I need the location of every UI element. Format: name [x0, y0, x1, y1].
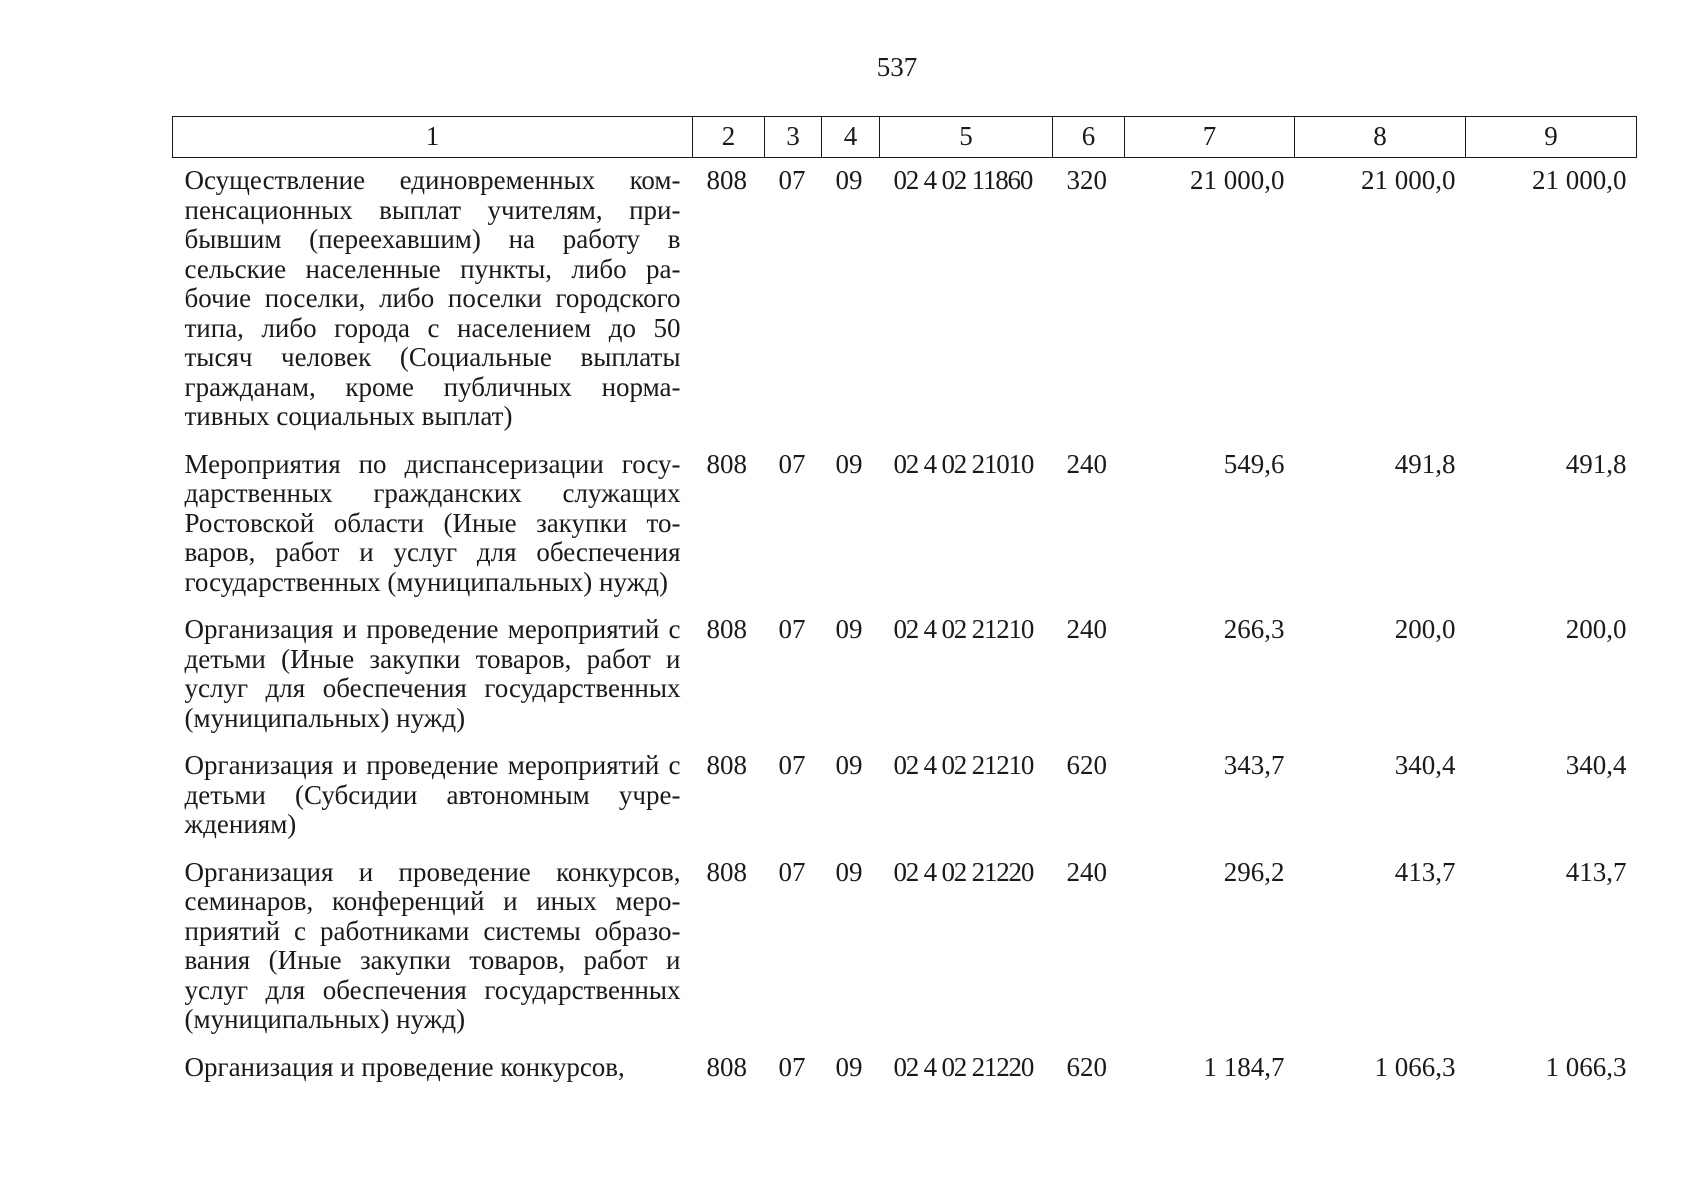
table-row	[173, 1045, 1637, 1093]
expense-type-code: 320	[1066, 165, 1107, 195]
section-code: 07	[778, 448, 806, 479]
subsection-code: 09	[835, 856, 863, 887]
expense-type-code: 620	[1066, 1051, 1107, 1082]
amount-col-7: 1 184,7	[1203, 1051, 1285, 1082]
section-code: 07	[778, 1051, 806, 1082]
subsection-code: 09	[835, 750, 863, 780]
subsection-code: 09	[835, 165, 863, 195]
section-code: 07	[778, 614, 806, 644]
amount-col-8: 200,0	[1394, 614, 1456, 644]
ministry-code: 808	[706, 614, 747, 644]
amount-col-8: 491,8	[1394, 448, 1456, 479]
column-header: 5	[880, 117, 1053, 158]
budget-table	[172, 116, 1637, 1092]
ministry-code: 808	[706, 750, 747, 780]
ministry-code: 808	[706, 856, 747, 887]
table-row	[173, 607, 1637, 743]
target-article-code: 02 4 02 21010	[893, 448, 1034, 479]
target-article-code: 02 4 02 21220	[893, 1051, 1034, 1082]
page-number: 537	[876, 52, 918, 82]
row-description: Осуществление единовременных компенсационных выплат учителям, прибывшим (переехавшим) на работу в сельские населенные пункты, либо рабочие поселки, либо поселки городского типа, либо города с населением до 50 тысяч человек (Социальные выплаты гражданам, кроме публичных нормативных социальных выплат)	[184, 165, 681, 431]
section-code: 07	[778, 165, 806, 195]
ministry-code: 808	[706, 165, 747, 195]
column-header: 7	[1125, 117, 1295, 158]
table-row	[173, 743, 1637, 850]
amount-col-9: 21 000,0	[1532, 165, 1627, 195]
amount-col-9: 413,7	[1565, 856, 1627, 887]
expense-type-code: 620	[1066, 750, 1107, 780]
target-article-code: 02 4 02 21210	[893, 750, 1034, 780]
amount-col-7: 343,7	[1223, 750, 1285, 780]
row-description: Организация и проведение конкурсов,	[184, 1051, 625, 1082]
amount-col-9: 1 066,3	[1545, 1051, 1627, 1082]
target-article-code: 02 4 02 21220	[893, 856, 1034, 887]
amount-col-8: 21 000,0	[1361, 165, 1456, 195]
expense-type-code: 240	[1066, 448, 1107, 479]
row-description: Организация и проведение мероприятий с детьми (Субсидии автономным учреждениям)	[184, 750, 681, 839]
expense-type-code: 240	[1066, 856, 1107, 887]
amount-col-8: 1 066,3	[1374, 1051, 1456, 1082]
column-header: 1	[173, 117, 693, 158]
column-header: 6	[1053, 117, 1125, 158]
amount-col-7: 21 000,0	[1190, 165, 1285, 195]
table-row	[173, 158, 1637, 442]
row-description: Мероприятия по диспансеризации государственных гражданских служащих Ростовской области (Иные закупки товаров, работ и услуг для обеспечения государственных (муниципальных) нужд)	[184, 448, 681, 597]
amount-col-7: 266,3	[1223, 614, 1285, 644]
amount-col-8: 413,7	[1394, 856, 1456, 887]
table-header-row	[173, 117, 1637, 158]
amount-col-9: 491,8	[1565, 448, 1627, 479]
target-article-code: 02 4 02 21210	[893, 614, 1034, 644]
subsection-code: 09	[835, 448, 863, 479]
column-header: 9	[1466, 117, 1637, 158]
column-header: 2	[693, 117, 765, 158]
amount-col-7: 549,6	[1223, 448, 1285, 479]
column-header: 8	[1295, 117, 1466, 158]
ministry-code: 808	[706, 1051, 747, 1082]
column-header: 4	[822, 117, 880, 158]
table-row	[173, 850, 1637, 1045]
section-code: 07	[778, 856, 806, 887]
row-description: Организация и проведение конкурсов, семинаров, конференций и иных мероприятий с работниками системы образования (Иные закупки товаров, работ и услуг для обеспечения государственных (муниципальных) нужд)	[184, 856, 681, 1034]
amount-col-7: 296,2	[1223, 856, 1285, 887]
amount-col-9: 340,4	[1565, 750, 1627, 780]
section-code: 07	[778, 750, 806, 780]
table-row	[173, 442, 1637, 608]
target-article-code: 02 4 02 11860	[893, 165, 1033, 195]
subsection-code: 09	[835, 1051, 863, 1082]
row-description: Организация и проведение мероприятий с детьми (Иные закупки товаров, работ и услуг для обеспечения государственных (муниципальных) нужд)	[184, 614, 681, 733]
expense-type-code: 240	[1066, 614, 1107, 644]
column-header: 3	[765, 117, 822, 158]
ministry-code: 808	[706, 448, 747, 479]
subsection-code: 09	[835, 614, 863, 644]
amount-col-9: 200,0	[1565, 614, 1627, 644]
amount-col-8: 340,4	[1394, 750, 1456, 780]
